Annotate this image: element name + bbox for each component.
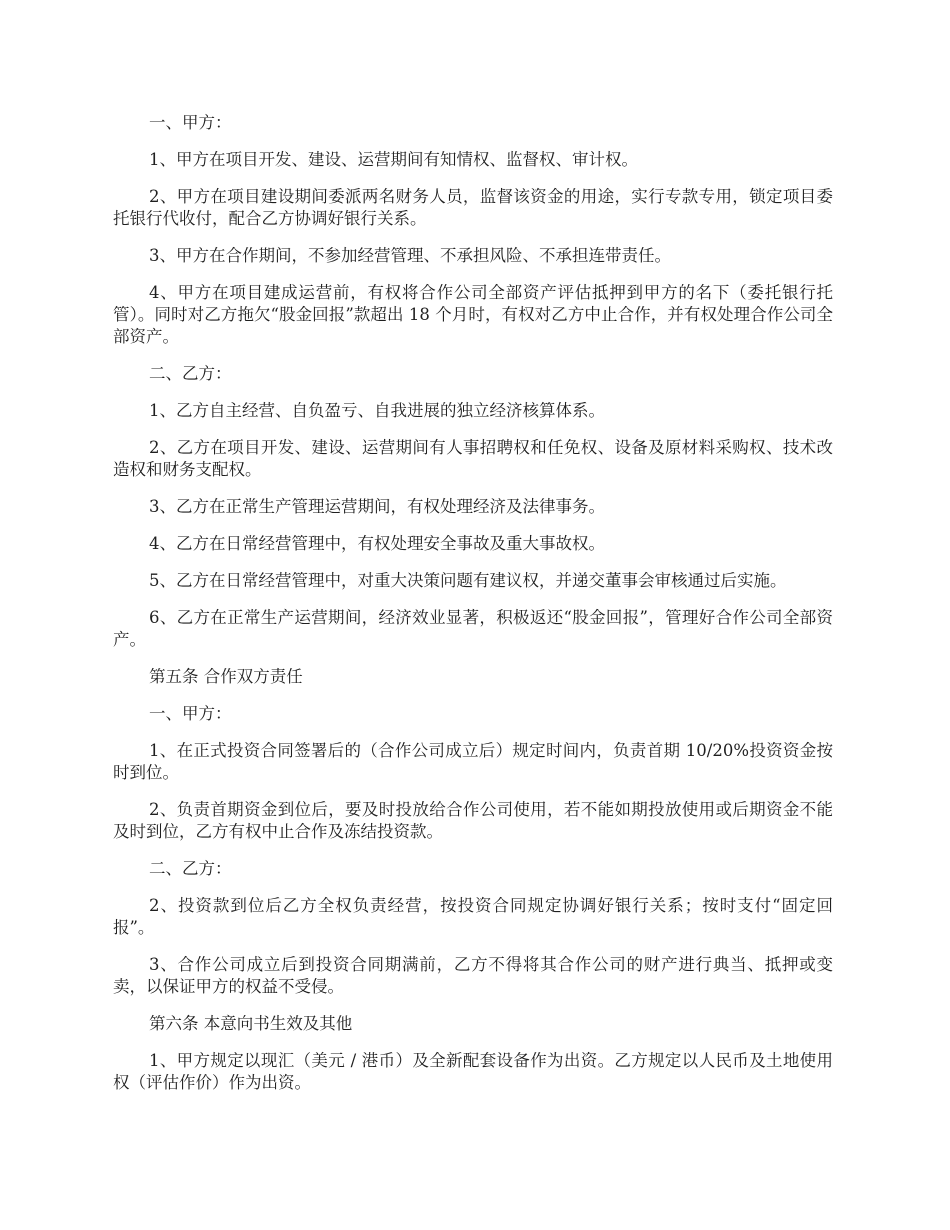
clause-b-3: 3、乙方在正常生产管理运营期间，有权处理经济及法律事务。 [149, 497, 605, 516]
clause-b-5: 5、乙方在日常经营管理中，对重大决策问题有建议权，并递交董事会审核通过后实施。 [149, 571, 787, 590]
clause-a-2: 2、甲方在项目建设期间委派两名财务人员，监督该资金的用途，实行专款专用，锁定项目委托银行代收付，配合乙方协调好银行关系。 [113, 187, 833, 228]
clause-b-6: 6、乙方在正常生产运营期间，经济效业显著，积极返还“股金回报”，管理好合作公司全部资产。 [113, 608, 833, 649]
article-5-party-b-heading: 二、乙方： [149, 859, 232, 878]
article-5-a-2: 2、负责首期资金到位后，要及时投放给合作公司使用，若不能如期投放使用或后期资金不能及时到位，乙方有权中止合作及冻结投资款。 [113, 800, 833, 841]
clause-a-3: 3、甲方在合作期间，不参加经营管理、不承担风险、不承担连带责任。 [149, 246, 671, 265]
article-5-party-a-heading: 一、甲方： [149, 704, 232, 723]
clause-a-4: 4、甲方在项目建成运营前，有权将合作公司全部资产评估抵押到甲方的名下（委托银行托管）。同时对乙方拖欠“股金回报”款超出 18 个月时，有权对乙方中止合作，并有权处理合作公司全部资产。 [113, 283, 833, 346]
clause-b-4: 4、乙方在日常经营管理中，有权处理安全事故及重大事故权。 [149, 534, 605, 553]
article-5-b-3: 3、合作公司成立后到投资合同期满前，乙方不得将其合作公司的财产进行典当、抵押或变卖，以保证甲方的权益不受侵。 [113, 955, 833, 996]
article-5-heading: 第五条 合作双方责任 [149, 667, 303, 686]
article-6-heading: 第六条 本意向书生效及其他 [149, 1014, 353, 1033]
article-5-a-1: 1、在正式投资合同签署后的（合作公司成立后）规定时间内，负责首期 10/20%投资资金按时到位。 [113, 741, 833, 782]
article-5-b-2: 2、投资款到位后乙方全权负责经营，按投资合同规定协调好银行关系；按时支付“固定回报”。 [113, 896, 833, 937]
clause-b-2: 2、乙方在项目开发、建设、运营期间有人事招聘权和任免权、设备及原材料采购权、技术改造权和财务支配权。 [113, 438, 833, 479]
section-heading-party-b: 二、乙方： [149, 364, 232, 383]
article-6-1: 1、甲方规定以现汇（美元 / 港币）及全新配套设备作为出资。乙方规定以人民币及土地使用权（评估作价）作为出资。 [113, 1051, 833, 1092]
clause-b-1: 1、乙方自主经营、自负盈亏、自我进展的独立经济核算体系。 [149, 401, 605, 420]
section-heading-party-a: 一、甲方： [149, 113, 232, 132]
clause-a-1: 1、甲方在项目开发、建设、运营期间有知情权、监督权、审计权。 [149, 150, 638, 169]
document-page [113, 112, 833, 1109]
